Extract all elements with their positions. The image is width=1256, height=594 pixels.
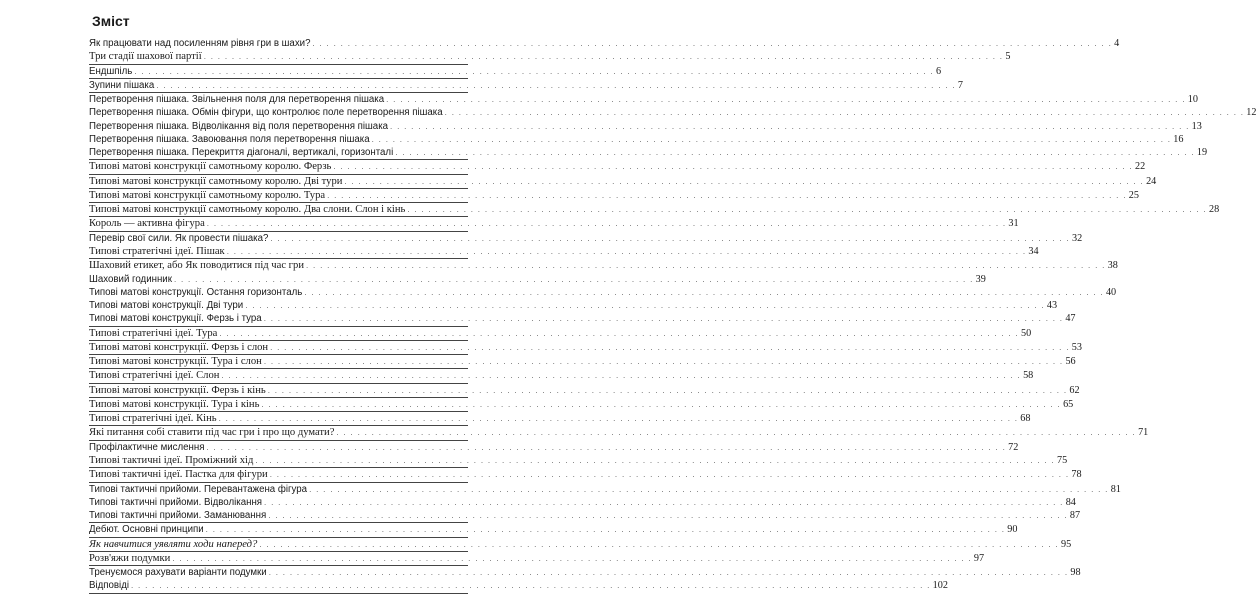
toc-entry <box>89 426 1149 440</box>
dot-leader <box>327 189 1127 202</box>
dot-leader <box>386 93 1186 106</box>
toc-entry-page-number: 39 <box>975 273 986 285</box>
toc-entry-page-number: 58 <box>1023 370 1034 382</box>
toc-entry <box>89 523 1018 537</box>
toc-entry-title: Шаховий годинник <box>89 273 172 285</box>
toc-entry-page-number: 53 <box>1071 341 1082 353</box>
dot-leader <box>445 106 1245 119</box>
toc-entry-page-number: 65 <box>1063 398 1074 410</box>
toc-entry-page-number: 12 <box>1246 107 1256 119</box>
toc-entry <box>89 203 1220 217</box>
toc-entry <box>89 355 1076 369</box>
toc-entry-page-number: 71 <box>1138 427 1149 439</box>
dot-leader <box>372 133 1172 146</box>
toc-entry-title: Як навчитися уявляти ходи наперед? <box>89 538 258 550</box>
toc-entry-page-number: 43 <box>1046 300 1058 312</box>
toc-entry-page-number: 7 <box>957 79 963 91</box>
dot-leader <box>204 50 1004 63</box>
toc-entry-page-number: 16 <box>1173 133 1184 145</box>
toc-entry-page-number: 40 <box>1105 286 1117 298</box>
toc-entry-title: Типові стратегічні ідеї. Кінь <box>89 413 217 425</box>
dot-leader <box>261 398 1061 411</box>
toc-entry-title: Типові матові конструкції. Ферзь і кінь <box>89 384 266 396</box>
toc-entry <box>89 441 1019 454</box>
toc-entry <box>89 232 1083 245</box>
toc-entry-page-number: 24 <box>1146 175 1157 187</box>
toc-entry <box>89 384 1080 398</box>
toc-entry-title: Типові матові конструкції. Тура і кінь <box>89 398 260 410</box>
dot-leader <box>156 79 956 92</box>
toc-entry-page-number: 75 <box>1057 454 1068 466</box>
toc-entry-title: Типові тактичні прийоми. Відволікання <box>89 496 263 508</box>
dot-leader <box>227 245 1027 258</box>
toc-entry <box>89 496 1076 509</box>
dot-leader <box>206 441 1006 454</box>
toc-entry-title: Типові матові конструкції самотньому королю. Дві тури <box>89 175 343 187</box>
page-title: Зміст <box>92 13 130 29</box>
toc-entry-title: Типові матові конструкції самотньому королю. Ферзь <box>89 161 332 173</box>
toc-entry-title: Типові матові конструкції. Ферзь і слон <box>89 341 269 353</box>
toc-entry-page-number: 56 <box>1065 356 1076 368</box>
dot-leader <box>245 299 1045 312</box>
toc-entry <box>89 454 1068 468</box>
dot-leader <box>270 468 1070 481</box>
dot-leader <box>344 175 1144 188</box>
toc-entry <box>89 259 1118 272</box>
dot-leader <box>270 232 1070 245</box>
dot-leader <box>407 203 1207 216</box>
toc-entry-title: Перетворення пішака. Обмін фігури, що контролює поле перетворення пішака <box>89 107 443 119</box>
toc-entry <box>89 312 1076 326</box>
dot-leader <box>219 412 1019 425</box>
toc-entry-title: Розв'яжи подумки <box>89 552 171 564</box>
dot-leader <box>395 146 1195 159</box>
dot-leader <box>206 523 1006 536</box>
toc-entry-title: Типові матові конструкції. Ферзь і тура <box>89 313 262 325</box>
dot-leader <box>268 384 1068 397</box>
toc-entry-page-number: 84 <box>1065 496 1076 508</box>
toc-entry-page-number: 90 <box>1007 524 1018 536</box>
toc-entry <box>89 120 1202 133</box>
dot-leader <box>172 552 972 565</box>
toc-entry <box>89 552 985 566</box>
toc-entry <box>89 299 1058 312</box>
dot-leader <box>259 538 1059 551</box>
toc-entry <box>89 509 1081 523</box>
dot-leader <box>255 454 1055 467</box>
toc-entry <box>89 189 1139 203</box>
toc-entry-page-number: 25 <box>1128 189 1139 201</box>
dot-leader <box>304 286 1104 299</box>
dot-leader <box>221 369 1021 382</box>
toc-entry-title: Тренуємося рахувати варіанти подумки <box>89 567 267 579</box>
toc-entry-title: Типові тактичні ідеї. Проміжний хід <box>89 454 254 466</box>
toc-entry <box>89 273 986 286</box>
toc-entry-title: Три стадії шахової партії <box>89 51 202 63</box>
dot-leader <box>390 120 1190 133</box>
toc-entry <box>89 398 1074 412</box>
toc-entry <box>89 566 1081 579</box>
toc-entry <box>89 286 1117 299</box>
toc-entry-page-number: 98 <box>1070 567 1081 579</box>
toc-entry-title: Король — активна фігура <box>89 218 205 230</box>
toc-entry <box>89 538 1072 552</box>
toc-entry-title: Типові тактичні ідеї. Пастка для фігури <box>89 469 268 481</box>
dot-leader <box>207 217 1007 230</box>
toc-entry-page-number: 13 <box>1191 120 1202 132</box>
toc-entry-page-number: 95 <box>1060 538 1072 550</box>
toc-entry-page-number: 78 <box>1071 469 1082 481</box>
toc-entry-page-number: 10 <box>1187 94 1198 106</box>
toc-entry-page-number: 102 <box>932 580 948 592</box>
toc-entry-page-number: 6 <box>935 65 942 77</box>
toc-entry-title: Типові тактичні прийоми. Заманювання <box>89 510 267 522</box>
toc-entry-title: Типові стратегічні ідеї. Тура <box>89 327 218 339</box>
toc-entry-title: Перетворення пішака. Перекриття діагоналі, вертикалі, горизонталі <box>89 147 394 159</box>
toc-entry-title: Типові матові конструкції самотньому королю. Тура <box>89 189 326 201</box>
toc-entry-page-number: 28 <box>1209 204 1220 216</box>
dot-leader <box>219 327 1019 340</box>
dot-leader <box>312 37 1112 50</box>
dot-leader <box>333 160 1133 173</box>
toc-entry <box>89 50 1011 64</box>
toc-entry <box>89 369 1034 383</box>
toc-entry-page-number: 97 <box>973 552 985 564</box>
dot-leader <box>269 566 1069 579</box>
toc-entry-title: Відповіді <box>89 580 130 592</box>
table-of-contents <box>89 37 1256 594</box>
toc-entry <box>89 412 1031 426</box>
toc-entry-page-number: 32 <box>1072 232 1083 244</box>
dot-leader <box>309 483 1109 496</box>
toc-entry <box>89 468 1082 482</box>
toc-entry-title: Перетворення пішака. Звільнення поля для перетворення пішака <box>89 94 385 106</box>
toc-entry-title: Перевір свої сили. Як провести пішака? <box>89 232 269 244</box>
dot-leader <box>264 496 1064 509</box>
toc-entry-title: Типові матові конструкції. Остання горизонталь <box>89 286 303 298</box>
dot-leader <box>268 509 1068 522</box>
toc-entry <box>89 37 1120 50</box>
toc-entry-page-number: 62 <box>1069 384 1080 396</box>
toc-entry <box>89 160 1146 174</box>
dot-leader <box>131 579 931 592</box>
toc-entry <box>89 327 1032 341</box>
toc-entry <box>89 245 1039 259</box>
toc-entry-page-number: 19 <box>1196 147 1208 159</box>
toc-entry-page-number: 31 <box>1008 218 1019 230</box>
toc-entry-title: Типові стратегічні ідеї. Слон <box>89 370 220 382</box>
toc-entry-title: Профілактичне мислення <box>89 441 205 453</box>
toc-entry-title: Типові матові конструкції. Тура і слон <box>89 356 262 368</box>
toc-entry-page-number: 81 <box>1110 483 1121 495</box>
toc-entry-title: Перетворення пішака. Відволікання від поля перетворення пішака <box>89 120 389 132</box>
toc-entry <box>89 217 1019 231</box>
dot-leader <box>336 426 1136 439</box>
dot-leader <box>306 259 1106 272</box>
toc-entry-title: Як працювати над посиленням рівня гри в шахи? <box>89 38 311 49</box>
dot-leader <box>264 355 1064 368</box>
toc-entry <box>89 79 963 93</box>
toc-entry <box>89 579 948 593</box>
toc-entry <box>89 483 1121 496</box>
toc-entry <box>89 65 942 79</box>
toc-entry-title: Типові тактичні прийоми. Перевантажена фігура <box>89 483 308 495</box>
toc-entry-page-number: 68 <box>1020 413 1031 425</box>
toc-entry-page-number: 5 <box>1005 51 1011 63</box>
toc-entry-title: Типові стратегічні ідеї. Пішак <box>89 245 225 257</box>
dot-leader <box>174 273 974 286</box>
toc-entry-title: Дебют. Основні принципи <box>89 524 204 536</box>
toc-entry <box>89 175 1157 189</box>
toc-entry-page-number: 72 <box>1008 441 1019 453</box>
toc-entry-page-number: 22 <box>1135 161 1146 173</box>
toc-entry-page-number: 50 <box>1021 327 1032 339</box>
toc-entry <box>89 93 1198 106</box>
dot-leader <box>134 65 934 78</box>
dot-leader <box>270 341 1070 354</box>
toc-entry <box>89 341 1082 355</box>
toc-entry-title: Перетворення пішака. Завоювання поля перетворення пішака <box>89 133 370 145</box>
toc-entry-title: Зупини пішака <box>89 79 155 91</box>
toc-entry <box>89 133 1184 146</box>
toc-entry-title: Шаховий етикет, або Як поводитися під час гри <box>89 260 304 272</box>
toc-entry-page-number: 34 <box>1028 245 1039 257</box>
toc-entry-page-number: 4 <box>1114 38 1120 49</box>
toc-entry-title: Які питання собі ставити під час гри і про що думати? <box>89 427 335 439</box>
dot-leader <box>264 312 1064 325</box>
toc-entry-title: Типові матові конструкції. Дві тури <box>89 300 244 312</box>
toc-entry <box>89 146 1208 160</box>
toc-entry-title: Ендшпіль <box>89 65 133 77</box>
toc-entry <box>89 106 1256 119</box>
toc-entry-page-number: 38 <box>1107 260 1118 272</box>
toc-entry-page-number: 87 <box>1069 510 1081 522</box>
toc-entry-title: Типові матові конструкції самотньому королю. Два слони. Слон і кінь <box>89 204 406 216</box>
toc-entry-page-number: 47 <box>1065 313 1076 325</box>
